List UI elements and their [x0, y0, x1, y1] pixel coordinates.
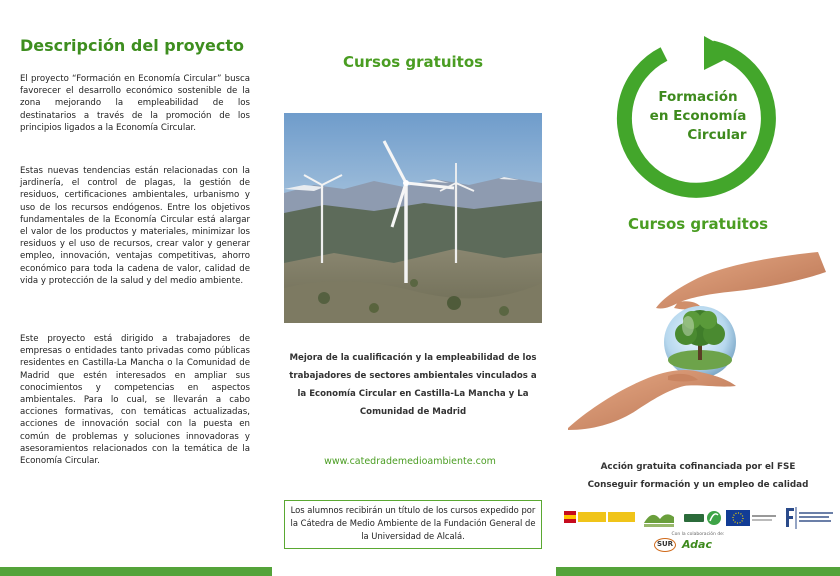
biodiversity-foundation-logo-icon [642, 505, 676, 531]
courses-heading-right: Cursos gratuitos [627, 215, 769, 233]
eu-social-fund-logo-icon [724, 505, 778, 531]
empleaverde-logo-icon [682, 505, 722, 531]
description-paragraph-2: Estas nuevas tendencias están relacionadas con la jardinería, el control de plagas, la gestión de residuos, certificaciones ambientales, urbanismo y uso de los recursos endógenos. Entre los objetivos fundamentales de la Economía Circular está alargar el valor de los productos y materiales, minimizar los residuos y el uso de recursos, crear valor y generar empleo, innovación, ventajas competitivas, ahorro económico para toda la cadena de valor, calidad de vida y protección de la salud y del medio ambiente. [20, 166, 250, 286]
description-paragraph-1: El proyecto “Formación en Economía Circular” busca favorecer el desarrollo económico sostenible de la zona mejorando la empleabilidad de los destinatarios a través de la promoción de los principios ligados a la Economía Circular. [20, 74, 250, 133]
description-paragraph-3: Este proyecto está dirigido a trabajadores de empresas o entidades tanto privadas como públicas residentes en Castilla-La Mancha o la Comunidad de Madrid que estén interesados en ampliar sus conocimientos y competencias en aspectos ambientales. Para lo cual, se llevarán a cabo acciones formativas, con temáticas actualizadas, acciones de innovación social con la puesta en común de problemas y soluciones innovadoras y asesoramientos relacionados con la temática de la Economía Circular. [20, 334, 250, 467]
logo-title [614, 88, 782, 145]
certificate-note: Los alumnos recibirán un título de los cursos expedido por la Cátedra de Medio Ambiente de la Fundación General de la Universidad de Alcalá. [284, 500, 542, 549]
logo-line-2: en Economía [649, 108, 747, 124]
university-foundation-logo-icon [782, 505, 836, 531]
fse-cofinanced-text: Acción gratuita cofinanciada por el FSE [600, 462, 796, 472]
courses-heading: Cursos gratuitos [342, 53, 484, 71]
logo-line-1: Formación [658, 89, 738, 105]
sponsor-logos [564, 505, 836, 531]
middle-panel [270, 0, 556, 576]
bottom-bar-left [0, 567, 272, 576]
bottom-bar-right [556, 567, 840, 576]
logo-line-3: Circular [687, 127, 747, 143]
website-link[interactable]: www.catedrademedioambiente.com [324, 456, 496, 467]
employment-quality-text: Conseguir formación y un empleo de calidad [587, 480, 809, 490]
sur-logo: SUR [654, 538, 676, 552]
courses-description: Mejora de la cualificación y la empleabilidad de los trabajadores de sectores ambientales vinculados a la Economía Circular en Castilla-La Mancha y La Comunidad de Madrid [289, 353, 537, 417]
right-panel [556, 0, 840, 576]
spain-government-logo-icon [564, 505, 636, 531]
partner-caption: Con la colaboración de: [671, 532, 725, 537]
adac-logo: Adac [682, 538, 712, 551]
left-panel [0, 0, 270, 576]
hands-globe-tree-image [568, 250, 828, 430]
description-heading: Descripción del proyecto [20, 36, 244, 55]
wind-turbines-photo [284, 113, 542, 323]
